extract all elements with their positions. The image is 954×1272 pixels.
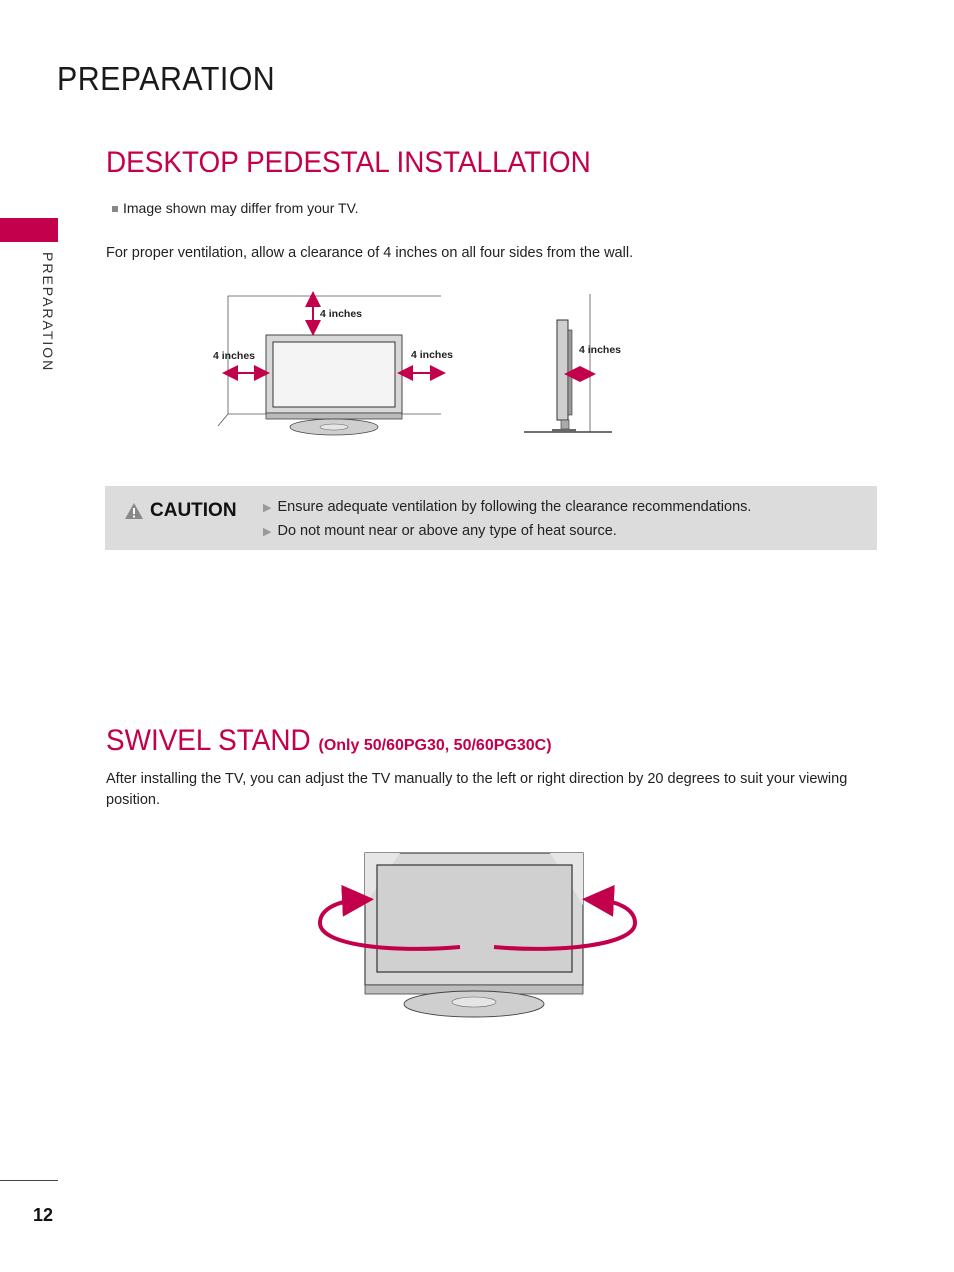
label-side-clearance: 4 inches — [579, 344, 622, 356]
caution-label — [124, 500, 237, 522]
side-clearance-diagram — [520, 290, 620, 440]
warning-triangle-icon — [124, 502, 144, 520]
triangle-bullet-icon: ▶ — [263, 526, 272, 538]
swivel-text: After installing the TV, you can adjust the TV manually to the left or right direction by 20 degrees to suit your viewing position. — [106, 771, 848, 808]
side-tv-body — [557, 320, 568, 420]
caution-text: CAUTION — [150, 500, 237, 521]
caution-item-2 — [263, 523, 617, 539]
caution-item-1-text: Ensure adequate ventilation by following the clearance recommendations. — [277, 499, 752, 515]
page-title: PREPARATION — [57, 60, 276, 97]
label-right-clearance: 4 inches — [411, 349, 454, 361]
square-bullet-icon — [112, 206, 118, 212]
swivel-section-title: SWIVEL STAND — [106, 724, 311, 757]
side-label: PREPARATION — [40, 252, 56, 373]
label-top-clearance: 4 inches — [320, 308, 363, 320]
swivel-heading — [106, 724, 552, 758]
label-left-clearance: 4 inches — [213, 350, 256, 362]
triangle-bullet-icon: ▶ — [263, 502, 272, 514]
swivel-section-subtitle: (Only 50/60PG30, 50/60PG30C) — [318, 737, 552, 754]
image-note — [112, 200, 359, 216]
footer-rule — [0, 1180, 58, 1181]
tv-speaker-bar — [266, 413, 402, 419]
side-tab-marker — [0, 218, 58, 242]
swivel-tv-pedestal-inner — [452, 997, 496, 1007]
side-tv-base — [552, 429, 576, 432]
swivel-diagram — [310, 845, 650, 1025]
tv-pedestal-inner — [320, 424, 348, 430]
image-note-text: Image shown may differ from your TV. — [123, 200, 359, 216]
tv-screen — [273, 342, 395, 407]
side-tv-neck — [561, 420, 569, 429]
ventilation-text: For proper ventilation, allow a clearance of 4 inches on all four sides from the wall. — [106, 245, 634, 261]
desktop-section-title: DESKTOP PEDESTAL INSTALLATION — [106, 146, 591, 179]
page-number: 12 — [33, 1205, 54, 1225]
swivel-tv-screen — [377, 865, 572, 972]
caution-item-2-text: Do not mount near or above any type of heat source. — [277, 523, 617, 539]
side-tv-back — [568, 330, 572, 415]
caution-item-1 — [263, 499, 751, 515]
floor-line — [218, 414, 228, 426]
